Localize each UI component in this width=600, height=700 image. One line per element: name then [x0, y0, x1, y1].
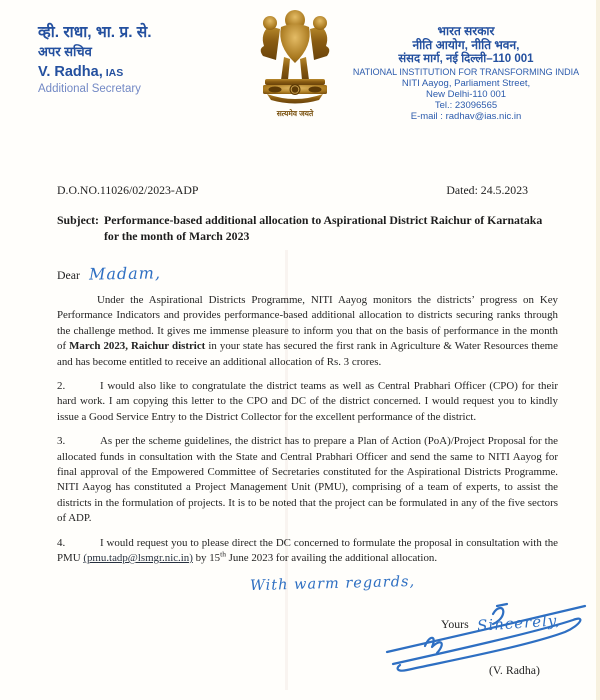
paragraph-3-number: 3. — [57, 435, 66, 448]
paragraph-4-tail: June 2023 for availing the additional allocation. — [225, 552, 438, 565]
paragraph-2-number: 2. — [57, 380, 66, 393]
scan-edge-artifact — [596, 0, 600, 700]
paragraph-4-number: 4. — [57, 536, 66, 549]
yours-printed: Yours — [441, 617, 469, 631]
reference-number: D.O.NO.11026/02/2023-ADP — [57, 183, 199, 197]
pmu-email-link[interactable]: (pmu.tadp@lsmgr.nic.in) — [83, 552, 193, 565]
sender-title-hindi: अपर सचिव — [38, 44, 92, 60]
sender-title-english: Additional Secretary — [38, 82, 141, 95]
telephone: Tel.: 23096565 — [434, 100, 498, 111]
institution-name-english: NATIONAL INSTITUTION FOR TRANSFORMING INDIA — [352, 67, 580, 77]
signature-scrawl-icon — [385, 592, 595, 674]
sender-block — [38, 24, 152, 96]
subject-text: Performance-based additional allocation to Aspirational District Raichur of Karnataka for the month of March 2023 — [104, 213, 543, 243]
subject-line — [57, 212, 558, 244]
paragraph-2-text: I would also like to congratulate the district teams as well as Central Prabhari Officer (CPO) for their hard work. I am copying this letter to the CPO and DC of the district concerned. I would request you to kindly issue a Good Service Entry to the District Collector for the excellent performance of the district. — [57, 380, 558, 423]
india-national-emblem-icon — [255, 8, 335, 104]
paragraph-4-mid: by 15 — [192, 552, 221, 565]
reference-row — [57, 183, 558, 198]
ordinal-superscript: th — [220, 549, 226, 559]
address-line2: New Delhi-110 001 — [425, 89, 507, 100]
salutation-printed: Dear — [57, 268, 80, 282]
handwritten-regards: With warm regards, — [249, 573, 416, 595]
paragraph-2 — [57, 379, 558, 425]
govt-of-india-hindi: भारत सरकार — [437, 24, 495, 38]
emblem-block — [252, 8, 338, 119]
handwritten-sincerely: Sincerely, — [476, 611, 562, 635]
paragraph-1-bold: March 2023, Raichur district — [69, 340, 206, 353]
letter-date: Dated: 24.5.2023 — [446, 183, 528, 197]
paragraph-4-text: I would request you to please direct the DC concerned to formulate the proposal in consultation with the PMU — [57, 536, 558, 565]
paragraph-3-text: As per the scheme guidelines, the district has to prepare a Plan of Action (PoA)/Project Proposal for the allocated funds in consultation with the State and Central Prabhari Officer and send the same to NITI Aayog for final approval of the Empowered Committee of Secretaries constituted for the Aspirational Districts Programme. NITI Aayog has constituted a Project Management Unit (PMU), comprising of a team of experts, to assist the districts in the formulation of projects. It is to be noted that the project can be formulated in any of the five sectors of ADP. — [57, 435, 558, 525]
salutation-handwritten: Madam, — [88, 263, 162, 284]
email-address: E-mail : radhav@ias.nic.in — [410, 111, 522, 122]
emblem-motto: सत्यमेव जयते — [276, 109, 314, 118]
subject-label: Subject: — [57, 213, 99, 227]
sender-name-english — [38, 64, 152, 81]
paragraph-3 — [57, 434, 558, 526]
institution-block — [340, 24, 592, 122]
niti-aayog-hindi: नीति आयोग, नीति भवन, — [412, 38, 520, 52]
salutation — [57, 264, 161, 283]
paragraph-1 — [57, 293, 558, 370]
letter-body — [57, 293, 558, 567]
paragraph-1-text: Under the Aspirational Districts Programme, NITI Aayog monitors the districts’ progress on Key Performance Indicators and provides performance-based additional allocation to districts securing ranks through the challenge method. It gives me immense pleasure to inform you that on the basis of performance in the month of — [57, 294, 558, 353]
sender-name-text: V. Radha, — [38, 63, 103, 80]
paragraph-1-tail: in your state has secured the first rank in Agriculture & Water Resources theme and has become entitled to receive an additional allocation of Rs. 3 crores. — [57, 340, 558, 368]
sender-name-hindi: व्ही. राधा, भा. प्र. से. — [38, 24, 152, 41]
paragraph-4 — [57, 536, 558, 567]
closing-block — [57, 573, 562, 694]
address-hindi: संसद मार्ग, नई दिल्ली–110 001 — [398, 53, 534, 65]
address-line1: NITI Aayog, Parliament Street, — [401, 78, 531, 89]
signer-name: (V. Radha) — [489, 663, 540, 677]
sender-name-suffix: IAS — [105, 66, 124, 79]
